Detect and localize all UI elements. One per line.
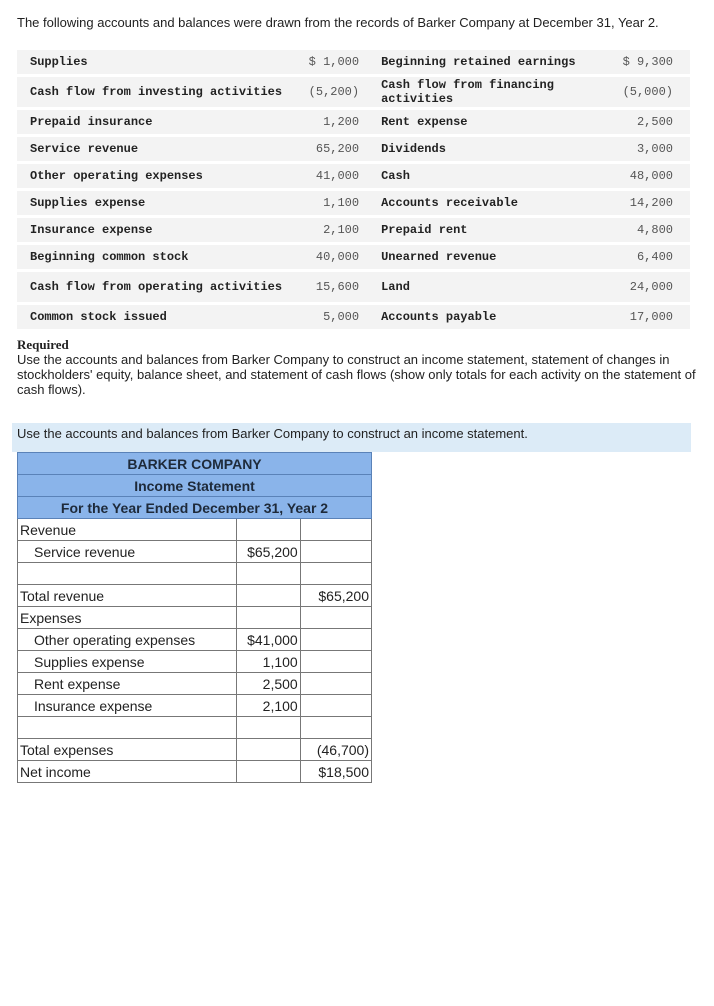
statement-total[interactable] (300, 541, 371, 563)
statement-total[interactable] (300, 519, 371, 541)
statement-amount[interactable] (236, 563, 300, 585)
statement-amount[interactable] (236, 607, 300, 629)
account-name: Beginning retained earnings (371, 50, 618, 74)
statement-total[interactable] (300, 629, 371, 651)
account-row (17, 164, 690, 188)
statement-amount[interactable] (236, 519, 300, 541)
statement-label: Supplies expense (18, 651, 237, 673)
statement-label (18, 563, 237, 585)
statement-company: BARKER COMPANY (18, 453, 372, 475)
account-name: Prepaid insurance (17, 110, 287, 134)
account-name: Prepaid rent (371, 218, 618, 242)
statement-label: Net income (18, 761, 237, 783)
account-name: Rent expense (371, 110, 618, 134)
statement-row (18, 739, 372, 761)
statement-label: Expenses (18, 607, 237, 629)
required-section (17, 337, 697, 397)
account-value: (5,000) (619, 77, 690, 107)
account-row (17, 137, 690, 161)
statement-total[interactable] (300, 673, 371, 695)
account-name: Other operating expenses (17, 164, 287, 188)
account-name: Supplies expense (17, 191, 287, 215)
statement-label: Revenue (18, 519, 237, 541)
account-value: 2,100 (287, 218, 371, 242)
account-name: Cash flow from financing activities (371, 77, 618, 107)
accounts-table (17, 47, 690, 332)
account-value: 5,000 (287, 305, 371, 329)
statement-row (18, 541, 372, 563)
statement-total[interactable]: $65,200 (300, 585, 371, 607)
statement-total[interactable] (300, 651, 371, 673)
account-name: Cash flow from operating activities (17, 272, 287, 302)
statement-row (18, 563, 372, 585)
statement-row (18, 607, 372, 629)
statement-row (18, 585, 372, 607)
statement-row (18, 673, 372, 695)
account-value: (5,200) (287, 77, 371, 107)
account-value: 65,200 (287, 137, 371, 161)
statement-row (18, 651, 372, 673)
account-value: 24,000 (619, 272, 690, 302)
statement-label: Service revenue (18, 541, 237, 563)
statement-row (18, 717, 372, 739)
account-value: 17,000 (619, 305, 690, 329)
statement-amount[interactable] (236, 717, 300, 739)
income-statement (17, 452, 372, 783)
statement-amount[interactable]: 2,500 (236, 673, 300, 695)
account-value: 2,500 (619, 110, 690, 134)
account-value: $ 9,300 (619, 50, 690, 74)
account-row (17, 110, 690, 134)
account-value: 41,000 (287, 164, 371, 188)
account-row (17, 305, 690, 329)
account-value: 1,100 (287, 191, 371, 215)
statement-label: Insurance expense (18, 695, 237, 717)
statement-label (18, 717, 237, 739)
statement-total[interactable] (300, 607, 371, 629)
account-name: Common stock issued (17, 305, 287, 329)
statement-row (18, 761, 372, 783)
account-value: 48,000 (619, 164, 690, 188)
statement-label: Total revenue (18, 585, 237, 607)
statement-row (18, 519, 372, 541)
account-value: 1,200 (287, 110, 371, 134)
account-name: Beginning common stock (17, 245, 287, 269)
account-name: Accounts payable (371, 305, 618, 329)
account-row (17, 50, 690, 74)
account-row (17, 272, 690, 302)
account-value: $ 1,000 (287, 50, 371, 74)
account-row (17, 245, 690, 269)
account-value: 14,200 (619, 191, 690, 215)
account-name: Service revenue (17, 137, 287, 161)
statement-total[interactable]: (46,700) (300, 739, 371, 761)
account-row (17, 191, 690, 215)
statement-label: Rent expense (18, 673, 237, 695)
account-row (17, 218, 690, 242)
statement-amount[interactable]: $65,200 (236, 541, 300, 563)
account-name: Unearned revenue (371, 245, 618, 269)
account-name: Insurance expense (17, 218, 287, 242)
statement-label: Other operating expenses (18, 629, 237, 651)
statement-row (18, 695, 372, 717)
account-name: Land (371, 272, 618, 302)
required-text: Use the accounts and balances from Barker Company to construct an income statement, statement of changes in stockholders' equity, balance sheet, and statement of cash flows (show only totals for each activity on the statement of cash flows). (17, 352, 696, 397)
statement-amount[interactable] (236, 585, 300, 607)
account-value: 6,400 (619, 245, 690, 269)
account-row (17, 77, 690, 107)
statement-row (18, 629, 372, 651)
statement-total[interactable] (300, 717, 371, 739)
account-value: 3,000 (619, 137, 690, 161)
statement-amount[interactable] (236, 739, 300, 761)
account-value: 40,000 (287, 245, 371, 269)
statement-label: Total expenses (18, 739, 237, 761)
statement-total[interactable] (300, 563, 371, 585)
account-name: Dividends (371, 137, 618, 161)
statement-amount[interactable]: 1,100 (236, 651, 300, 673)
account-value: 15,600 (287, 272, 371, 302)
intro-text: The following accounts and balances were drawn from the records of Barker Company at December 31, Year 2. (17, 15, 659, 30)
statement-amount[interactable] (236, 761, 300, 783)
statement-period: For the Year Ended December 31, Year 2 (18, 497, 372, 519)
required-title: Required (17, 337, 69, 352)
instruction-banner: Use the accounts and balances from Barker Company to construct an income statement. (12, 423, 691, 452)
account-name: Supplies (17, 50, 287, 74)
statement-amount[interactable]: 2,100 (236, 695, 300, 717)
statement-total[interactable] (300, 695, 371, 717)
account-name: Accounts receivable (371, 191, 618, 215)
account-value: 4,800 (619, 218, 690, 242)
statement-title: Income Statement (18, 475, 372, 497)
account-name: Cash (371, 164, 618, 188)
statement-amount[interactable]: $41,000 (236, 629, 300, 651)
statement-total[interactable]: $18,500 (300, 761, 371, 783)
account-name: Cash flow from investing activities (17, 77, 287, 107)
